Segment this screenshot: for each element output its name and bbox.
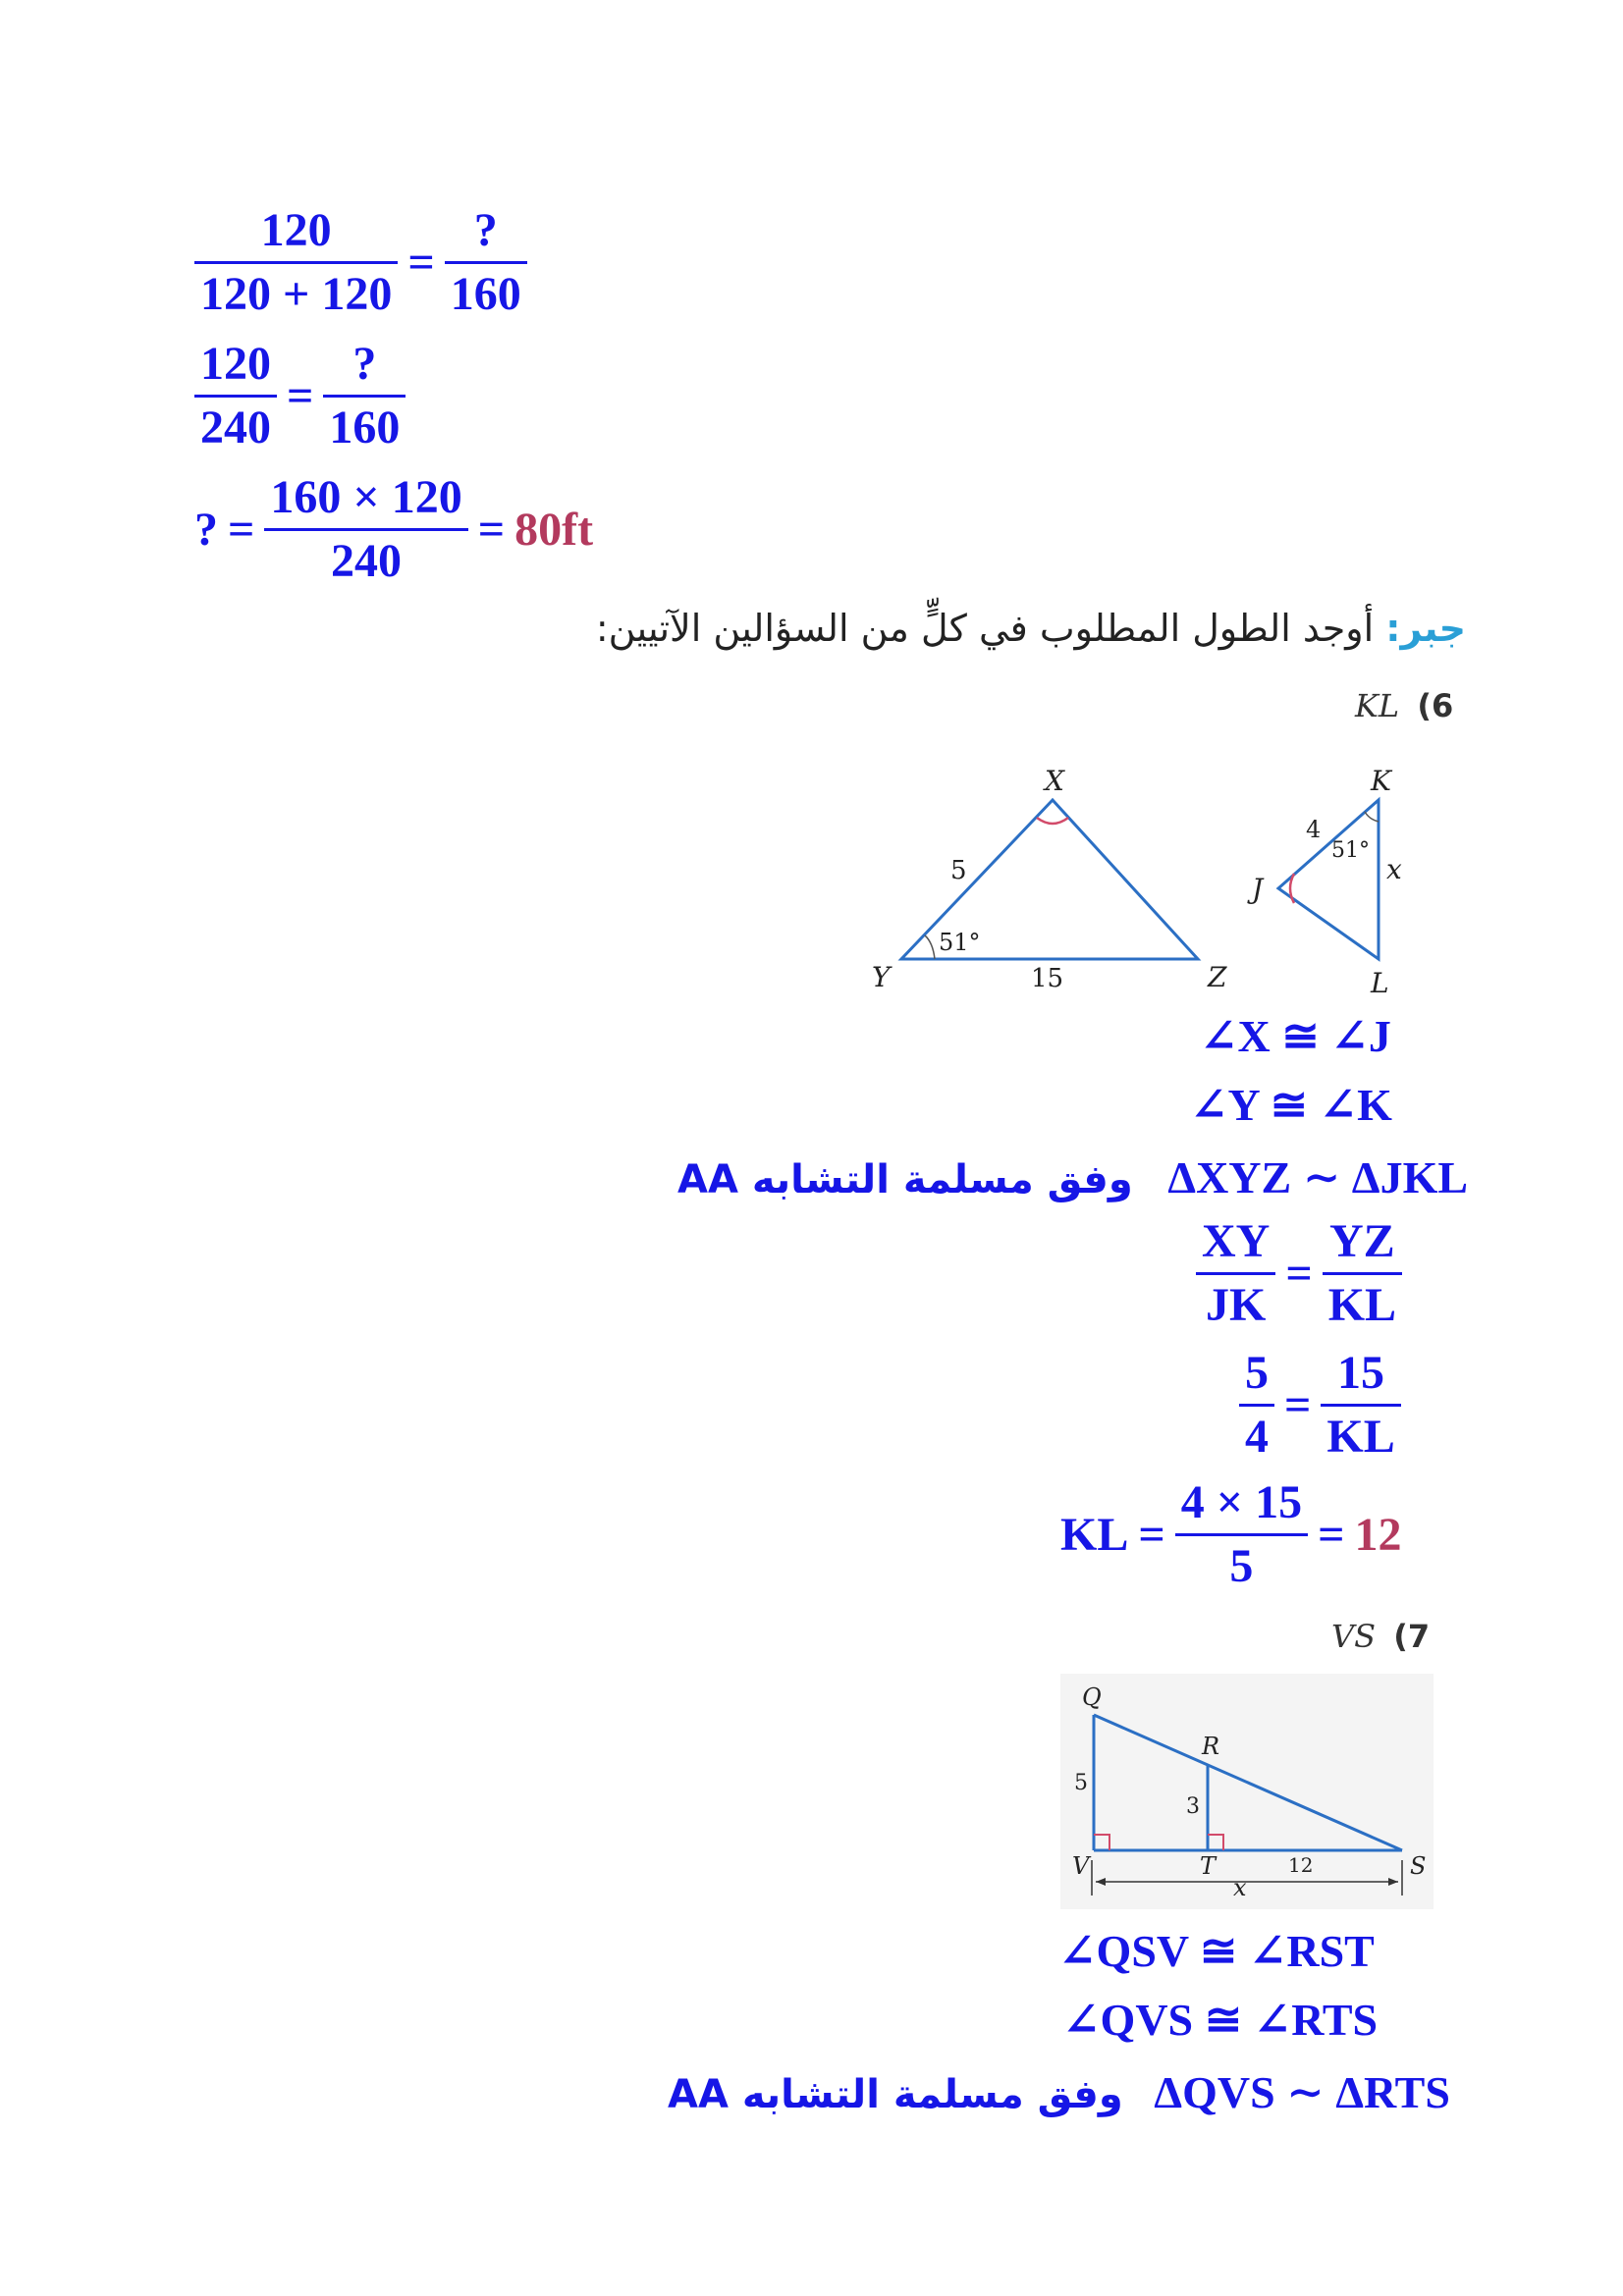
similarity-text: ΔQVS ∼ ΔRTS <box>1154 2067 1450 2117</box>
vertex-label-k: K <box>1371 765 1391 797</box>
fraction <box>323 340 406 454</box>
angle-arc-x <box>1037 818 1068 824</box>
side-label-xy: 5 <box>950 856 967 885</box>
q6-angle-congruence-2: ∠Y ≅ ∠K <box>1190 1080 1392 1130</box>
question-6-label <box>1355 687 1453 724</box>
vertex-label-j: J <box>1252 873 1264 905</box>
equals-sign: = <box>1285 1248 1313 1301</box>
denominator: 240 <box>331 535 403 588</box>
question-7-label <box>1331 1618 1430 1655</box>
side-label-kl: x <box>1386 853 1402 885</box>
fraction <box>1321 1349 1400 1463</box>
numerator: YZ <box>1329 1215 1395 1267</box>
q6-proportion <box>1196 1217 1402 1331</box>
section-label: جبر: <box>1385 607 1466 650</box>
figure-q6 <box>854 761 1414 996</box>
side-label-qv: 5 <box>1074 1771 1088 1795</box>
fraction <box>1239 1349 1274 1463</box>
vertex-label-q: Q <box>1082 1683 1102 1711</box>
equals-sign: = <box>287 370 314 423</box>
section-heading <box>596 607 1466 650</box>
fraction <box>194 206 398 320</box>
triangle-jkl <box>1278 800 1379 959</box>
numerator: 120 <box>200 338 271 390</box>
vertex-label-s: S <box>1410 1852 1427 1880</box>
similarity-text: ΔXYZ ∼ ΔJKL <box>1167 1152 1469 1202</box>
numerator: ? <box>352 338 377 390</box>
vertex-label-l: L <box>1371 967 1389 996</box>
numerator: 15 <box>1337 1347 1385 1399</box>
vertex-label-z: Z <box>1208 961 1227 993</box>
denominator: 240 <box>200 401 271 454</box>
figure-q7 <box>1060 1674 1434 1909</box>
question-number: (6 <box>1417 687 1454 724</box>
equals-sign: = <box>1284 1379 1312 1432</box>
side-label-rt: 3 <box>1186 1794 1200 1819</box>
result-value: 80ft <box>514 504 594 557</box>
result-value: 12 <box>1354 1509 1402 1562</box>
side-label-yz: 15 <box>1031 964 1064 993</box>
q6-angle-congruence-1: ∠X ≅ ∠J <box>1200 1011 1391 1061</box>
angle-label-k: 51° <box>1331 838 1370 863</box>
numerator: 4 × 15 <box>1180 1476 1303 1528</box>
side-label-vs: x <box>1233 1874 1247 1901</box>
numerator: 160 × 120 <box>270 471 462 523</box>
vertex-label-y: Y <box>872 961 891 993</box>
angle-label-y: 51° <box>939 929 981 956</box>
vertex-label-v: V <box>1072 1852 1090 1880</box>
equals-sign: = <box>407 237 435 290</box>
numerator: ? <box>473 204 498 256</box>
q6-final-answer <box>1060 1478 1401 1592</box>
denominator: 160 <box>329 401 401 454</box>
section-instruction: أوجد الطول المطلوب في كلٍّ من السؤالين الآتيين: <box>595 607 1375 650</box>
q7-angle-congruence-1: ∠QSV ≅ ∠RST <box>1058 1926 1375 1976</box>
fraction <box>194 340 277 454</box>
equals-sign: = <box>228 504 255 557</box>
question-target: KL <box>1355 687 1400 724</box>
denominator: KL <box>1326 1411 1395 1464</box>
fraction <box>264 473 467 587</box>
fraction <box>1175 1478 1308 1592</box>
q7-similarity-statement <box>668 2065 1450 2118</box>
denominator: KL <box>1327 1279 1397 1332</box>
angle-arc-k <box>1365 812 1379 822</box>
unknown-symbol: ? <box>194 504 218 557</box>
equals-sign: = <box>1138 1509 1165 1562</box>
vertex-label-r: R <box>1202 1733 1220 1760</box>
equals-sign: = <box>1318 1509 1345 1562</box>
denominator: 160 <box>450 268 521 321</box>
q7-angle-congruence-2: ∠QVS ≅ ∠RTS <box>1062 1995 1379 2045</box>
denominator: 4 <box>1245 1411 1269 1464</box>
prev-ratio-line-2 <box>194 340 406 454</box>
numerator: 5 <box>1245 1347 1269 1399</box>
lhs: KL <box>1060 1509 1129 1562</box>
denominator: JK <box>1205 1279 1267 1332</box>
side-label-jk: 4 <box>1306 816 1322 843</box>
question-number: (7 <box>1393 1618 1431 1655</box>
fraction <box>1323 1217 1402 1331</box>
q6-similarity-statement <box>677 1150 1468 1203</box>
numerator: XY <box>1202 1215 1271 1267</box>
prev-ratio-line-1 <box>194 206 527 320</box>
vertex-label-x: X <box>1045 765 1064 797</box>
denominator: 5 <box>1229 1540 1254 1593</box>
angle-arc-y <box>925 935 935 959</box>
q6-substitution <box>1239 1349 1401 1463</box>
denominator: 120 + 120 <box>200 268 393 321</box>
fraction <box>1196 1217 1275 1331</box>
question-target: VS <box>1331 1618 1377 1655</box>
numerator: 120 <box>260 204 332 256</box>
equals-sign: = <box>477 504 506 557</box>
postulate-text: وفق مسلمة التشابه AA <box>677 1157 1133 1202</box>
side-label-ts: 12 <box>1288 1853 1314 1877</box>
postulate-text: وفق مسلمة التشابه AA <box>668 2072 1123 2117</box>
fraction <box>445 206 527 320</box>
vertex-label-t: T <box>1200 1852 1217 1880</box>
prev-result-line <box>194 473 593 587</box>
